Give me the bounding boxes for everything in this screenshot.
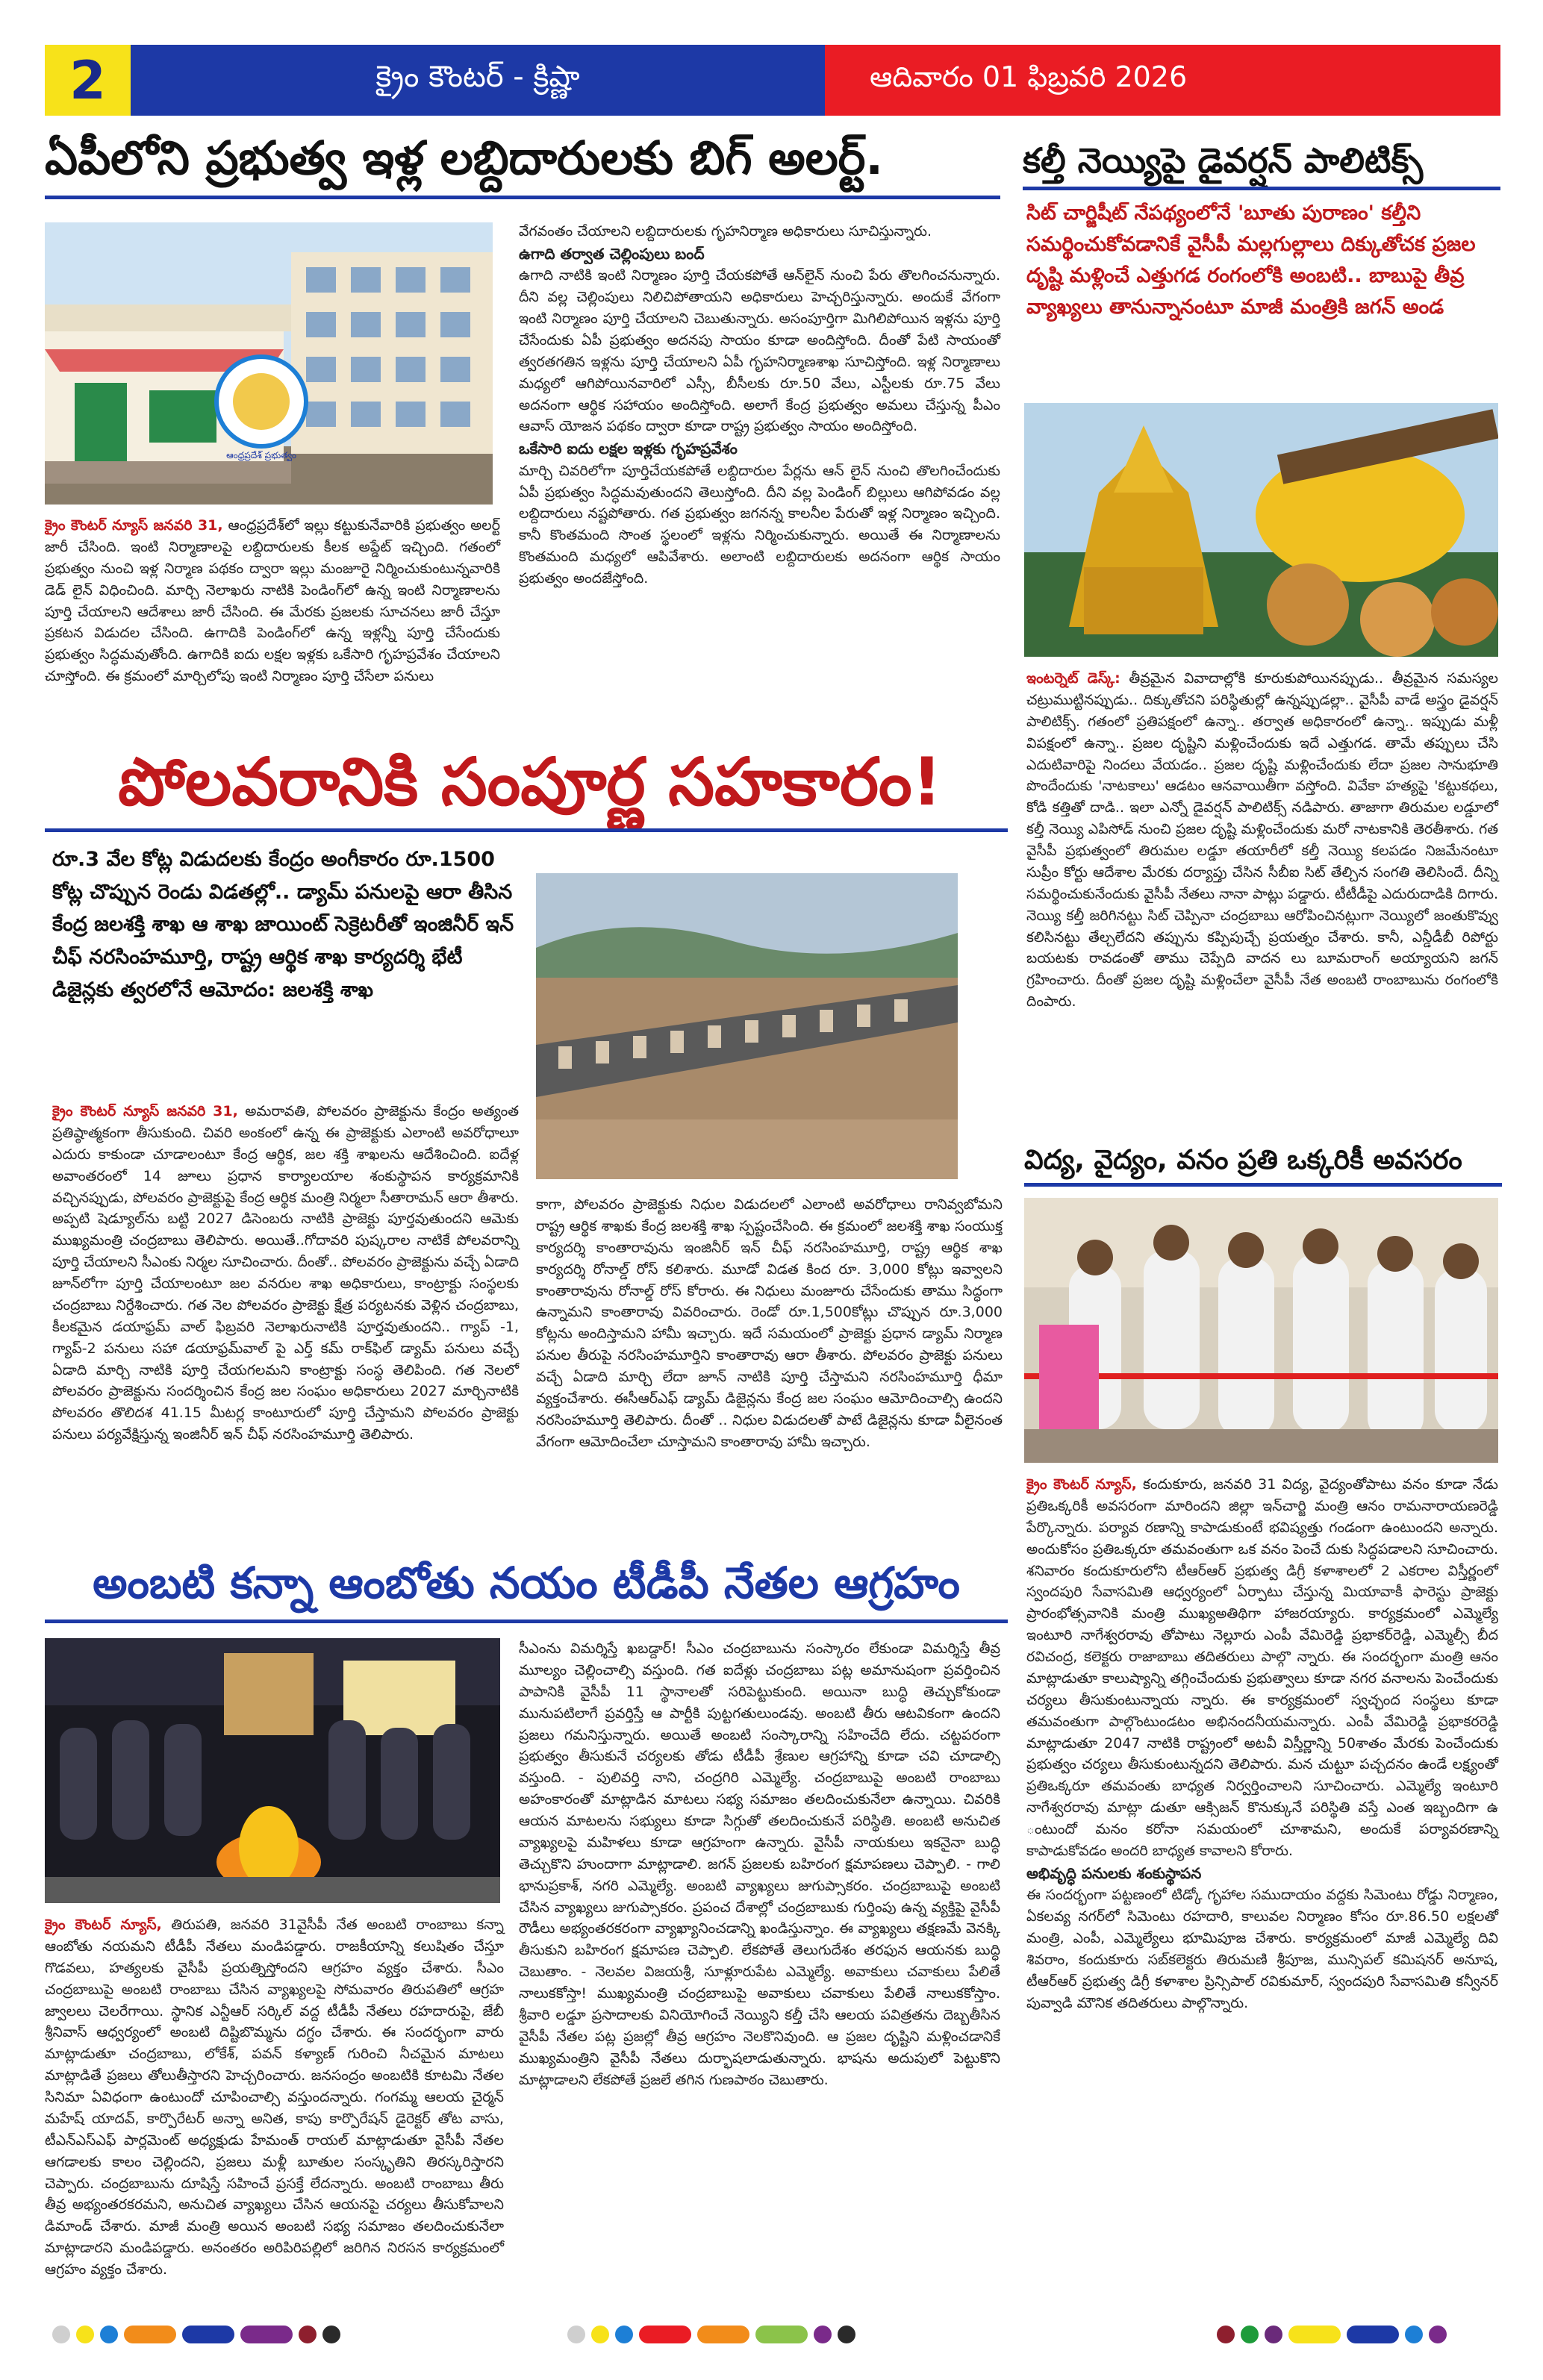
story5-col1-text: తిరుపతి, జనవరి 31వైసీపీ నేత అంబటి రాంబాబు కన్నా ఆంబోతు నయమని టీడీపీ నేతలు మండిపడ్డారు. రాజకీయాన్ని కలుషితం చేస్తూ గొడవలు, హత్యలకు వైసీపీ ప్రయత్నిస్తోందని ఆగ్రహం వ్యక్తం చేశారు. సీఎం చంద్రబాబుపై అంబటి రాంబాబు చేసిన వ్యాఖ్యలపై సోమవారం తిరుపతిలో ఆగ్రహ జ్వాలలు చెలరేగాయి. స్థానిక ఎన్టీఆర్ సర్కిల్ వద్ద టీడీపీ నేతలు రహదారుపై, జేబీ శ్రీనివాస్ ఆధ్వర్యంలో అంబటి దిష్టిబొమ్మను దగ్ధం చేశారు. ఈ సందర్భంగా వారు మాట్లాడుతూ చంద్రబాబు, లోకేశ్, పవన్ కళ్యాణ్ గురించి నీచమైన మాటలు మాట్లాడితే ప్రజలు తోలుతీస్తారని హెచ్చరించారు. జనసంద్రం అంబటికి కూటమి నేతల సినిమా ఏవిధంగా ఉంటుందో చూపించాల్సి వస్తుందన్నారు. గంగమ్మ ఆలయ చైర్మన్ మహేష్ యాదవ్, కార్పొరేటర్ అన్నా అనిత, కాపు కార్పొరేషన్ డైరెక్టర్ తోట వాసు, టీఎన్ఎస్‌ఎఫ్ పార్లమెంట్ అధ్యక్షుడు హేమంత్ రాయల్ మాట్లాడుతూ వైసీపీ నేతల ఆగడాలకు కాలం చెల్లిందని, ప్రజలు మళ్లీ బూతుల సంస్కృతిని తిరస్కరిస్తారని చెప్పారు. చంద్రబాబును దూషిస్తే సహించే ప్రసక్తే లేదన్నారు. అంబటి రాంబాబు తీరు తీవ్ర అభ్యంతరకరమని, అనుచిత వ్యాఖ్యలు చేసిన ఆయనపై చర్యలు తీసుకోవాలని డిమాండ్ చేశారు. మాజీ మంత్రి అయిన అంబటి సభ్య సమాజం తలదించుకునేలా మాట్లాడారని మండిపడ్డారు. అనంతరం అరిపిరిపల్లిలో జరిగిన నిరసన కార్యక్రమంలో ఆగ్రహం వ్యక్తం చేశారు.: [45, 1917, 504, 2278]
story5-headline: అంబటి కన్నా ఆంబోతు నయం టీడీపీ నేతల ఆగ్రహం: [93, 1558, 960, 1608]
story1-subhead-1: ఉగాది తర్వాత చెల్లింపులు బంద్: [519, 244, 705, 263]
laddu-temple-photo: [1024, 403, 1498, 657]
page-number: 2: [45, 45, 131, 116]
story2-lead: ఇంటర్నెట్ డెస్క్:: [1026, 670, 1120, 687]
story2-highlights: [1026, 198, 1504, 322]
story4-body2: ఈ సందర్భంగా పట్టణంలో టిడ్కో గృహాల సముదాయం వద్దకు సిమెంటు రోడ్డు నిర్మాణం, ఏకలవ్య నగర్‌లో సిమెంటు రహదారి, కాలువల నిర్మాణం కోసం రూ.86.50 లక్షలతో మంత్రి, ఎంపీ, ఎమ్మెల్యేలు భూమిపూజ చేశారు. కార్యక్రమంలో మాజీ ఎమ్మెల్యే దివి శివరాం, కందుకూరు సబ్‌కలెక్టరు తిరుమణి శ్రీపూజ, మున్సిపల్ కమిషనర్ అనూష, టీఆర్‌ఆర్ ప్రభుత్వ డిగ్రీ కళాశాల ప్రిన్సిపాల్ రవికుమార్, స్వందపురి సేవాసమితి కన్వీనర్ పువ్వాడి మౌనిక తదితరులు పాల్గొన్నారు.: [1026, 1887, 1498, 2011]
story4-lead: క్రైం కౌంటర్ న్యూస్,: [1026, 1476, 1137, 1493]
story3-col1-text: అమరావతి, పోలవరం ప్రాజెక్టును కేంద్రం అత్యంత ప్రతిష్ఠాత్మకంగా తీసుకుంది. చివరి అంకంలో ఉన్న ఈ ప్రాజెక్టుకు ఎలాంటి అవరోధాలూ ఎదురు కాకుండా చూడాలంటూ కేంద్ర ఆర్థిక, జల శక్తి శాఖలను ఆదేశించింది. ఐదేళ్ల అవాంతరంలో 14 జూలు ప్రధాన కార్యాలయాల శంకుస్థాపన కార్యక్రమానికి వచ్చినప్పుడు, పోలవరం ప్రాజెక్టుపై కేంద్ర ఆర్థిక మంత్రి నిర్మలా సీతారామన్ ఆరా తీశారు. అప్పటి షెడ్యూల్‌ను బట్టి 2027 డిసెంబరు నాటికి ప్రాజెక్టు పూర్తవుతుందని ఆమెకు ముఖ్యమంత్రి చంద్రబాబు తెలిపారు. అయితే..గోదావరి పుష్కరాల నాటికే పోలవరాన్ని పూర్తి చేయాలని సీఎంకు నిర్మల సూచించారు. దీంతో.. పోలవరం ప్రాజెక్టును వచ్చే ఏడాది జూన్‌లోగా పూర్తి చేయాలంటూ జల వనరుల శాఖ అధికారులు, కాంట్రాక్టు సంస్థలకు చంద్రబాబు నిర్దేశించారు. గత నెల పోలవరం ప్రాజెక్టు క్షేత్ర పర్యటనకు వెళ్లిన చంద్రబాబు, కీలకమైన డయాఫ్రమ్ వాల్ ఫిబ్రవరి నెలాఖరునాటికి పూర్తవుతుందని.. గ్యాప్ -1, గ్యాప్-2 పనులు సహా డయాఫ్రమ్‌వాల్ పై ఎర్త్ కమ్ రాక్‌ఫిల్ డ్యామ్ పనులు వచ్చే ఏడాది మార్చి నాటికి పూర్తి చేయగలమని కాంట్రాక్టు సంస్థ తెలిపింది. గత నెలలో పోలవరం ప్రాజెక్టును సందర్శించిన కేంద్ర జల సంఘం అధికారులు 2027 మార్చినాటికి పోలవరం తొలిదశ 41.15 మీటర్ల కాంటూరులో పూర్తి చేస్తామని పోలవరం ప్రాజెక్టు పనులు పర్యవేక్షిస్తున్న ఇంజినీర్ ఇన్ చీఫ్ నరసింహమూర్తి తెలిపారు.: [52, 1103, 519, 1443]
story1-col1: [45, 515, 500, 687]
story1-headline: ఏపీలోని ప్రభుత్వ ఇళ్ల లబ్దిదారులకు బిగ్ అలర్ట్.: [45, 131, 883, 185]
story4-rule: [1024, 1183, 1502, 1187]
issue-date: ఆదివారం 01 ఫిబ్రవరి 2026: [825, 45, 1500, 116]
story5-col2: [519, 1638, 1000, 2090]
story1-col2-p2: ఉగాది నాటికి ఇంటి నిర్మాణం పూర్తి చేయకపోతే ఆన్‌లైన్ నుంచి పేరు తొలగించనున్నారు. దీని వల్ల చెల్లింపులు నిలిచిపోతాయని అధికారులు హెచ్చరిస్తున్నారు. అందుకే వేగంగా ఇంటి నిర్మాణం పూర్తి చేయాలని చెబుతున్నారు. అసంపూర్తిగా మిగిలిపోయిన ఇళ్లను పూర్తి చేసేందుకు ఏపీ ప్రభుత్వం అదనపు సాయం కూడా అందిస్తోంది. దీంతో పేటి సాయంతో త్వరతగతిన ఇళ్లను పూర్తి చేయాలని ఏపీ గృహనిర్మాణశాఖ సూచిస్తోంది. ఇళ్ల నిర్మాణాలు మధ్యలో ఆగిపోయినవారిలో ఎస్సీ, బీసీలకు రూ.50 వేలు, ఎస్టీలకు రూ.75 వేలు అదనంగా ఆర్థిక సహాయం అందిస్తోంది. అలాగే కేంద్ర ప్రభుత్వం అమలు చేస్తున్న పీఎం ఆవాస్ యోజన పథకం ద్వారా కూడా రాష్ట్ర ప్రభుత్వం సాయం అందిస్తోంది.: [519, 267, 1000, 435]
house-photo: [45, 222, 493, 505]
ribbon-cutting-photo: [1024, 1198, 1498, 1463]
polavaram-dam-photo: [536, 873, 958, 1179]
footer-color-mark: [838, 2326, 855, 2343]
story4-headline: విద్య, వైద్యం, వనం ప్రతి ఒక్కరికీ అవసరం: [1024, 1145, 1462, 1175]
footer-color-mark: [100, 2326, 118, 2343]
footer-color-mark: [1265, 2326, 1282, 2343]
story3-headline: పోలవరానికి సంపూర్ణ సహకారం!: [118, 743, 942, 820]
footer-color-mark: [1288, 2326, 1341, 2343]
story1-col2-p1: వేగవంతం చేయాలని లబ్దిదారులకు గృహనిర్మాణ అధికారులు సూచిస్తున్నారు.: [519, 223, 932, 240]
footer-color-mark: [591, 2326, 609, 2343]
footer-color-mark: [1429, 2326, 1447, 2343]
footer-color-mark: [299, 2326, 317, 2343]
story1-rule: [45, 196, 1000, 199]
story4-body: [1026, 1474, 1498, 2014]
footer-color-strip-right: [1217, 2325, 1447, 2344]
footer-color-mark: [814, 2326, 832, 2343]
story3-col1: [52, 1101, 519, 1446]
footer-color-mark: [182, 2326, 234, 2343]
story1-lead: క్రైం కౌంటర్ న్యూస్ జనవరి 31,: [45, 517, 223, 534]
footer-color-mark: [639, 2326, 691, 2343]
footer-color-mark: [76, 2326, 94, 2343]
footer-color-mark: [322, 2326, 340, 2343]
story3-highlights-text: రూ.3 వేల కోట్ల విడుదలకు కేంద్రం అంగీకారం రూ.1500 కోట్ల చొప్పున రెండు విడతల్లో.. డ్యామ్ పనులపై ఆరా తీసిన కేంద్ర జలశక్తి శాఖ ఆ శాఖ జాయింట్ సెక్రెటరీతో ఇంజినీర్ ఇన్ చీఫ్ నరసింహమూర్తి, రాష్ట్ర ఆర్థిక శాఖ కార్యదర్శి భేటీ డిజైన్లకు త్వరలోనే ఆమోదం: జలశక్తి శాఖ: [52, 848, 514, 1002]
story2-body-text: తీవ్రమైన వివాదాల్లోకి కూరుకుపోయినప్పుడు.. తీవ్రమైన సమస్యల చట్రుముట్టినప్పుడు.. దిక్కుతోచని పరిస్థితుల్లో ఉన్నప్పుడల్లా.. వైసీపీ వాడే అస్త్రం డైవర్షన్ పాలిటిక్స్. గతంలో ప్రతిపక్షంలో ఉన్నా.. తర్వాత అధికారంలో ఉన్నా.. ఇప్పుడు మళ్లీ విపక్షంలో ఉన్నా.. ప్రజల దృష్టిని మళ్లించేందుకు ఇదే ఎత్తుగడ. తామే తప్పులు చేసి ఎదుటివారిపై నిందలు వేయడం.. ప్రజల దృష్టి మళ్లించేందుకు లేదా ప్రజల సానుభూతి పొందేందుకు 'నాటకాలు' ఆడటం ఆనవాయితీగా వస్తోంది. వివేకా హత్యపై 'కట్టుకథలు, కోడి కత్తితో దాడి.. ఇలా ఎన్నో డైవర్షన్ పాలిటిక్స్ నడిపారు. తాజాగా తిరుమల లడ్డూలో కల్తీ నెయ్యి ఎపిసోడ్ నుంచి ప్రజల దృష్టి మళ్లించేందుకు మరో నాటకానికి తెరతీశారు. గత వైసీపీ ప్రభుత్వంలో తిరుమల లడ్డూ తయారీలో కల్తీ నెయ్యి కలపడం నిజమేనంటూ సుప్రీం కోర్టు ఆదేశాల మేరకు దర్యాప్తు చేసిన సీబీఐ సిట్ తేల్చిన సంగతి తెలిసిందే. దీన్ని సమర్థించుకునేందుకు వైసీపీ నేతలు నానా పాట్లు పడ్డారు. టీటీడీపై ఎదురుదాడికి దిగారు. నెయ్యి కల్తీ జరిగినట్టు సిట్ చెప్పినా చంద్రబాబు ఆరోపించినట్లుగా నెయ్యిలో జంతుకొవ్వు కలిసినట్టు తేల్చలేదని తప్పును కప్పిపుచ్చే ప్రయత్నం చేశారు. కానీ, ఎన్డీడీబీ రిపోర్టు బయటకు రావడంతో తాము చెప్పేది వాదన లు బూమరాంగ్ అయ్యాయని జగన్ గ్రహించారు. దీంతో ప్రజల దృష్టి మళ్లించేలా వైసీపీ నేత అంబటి రాంబాబును రంగంలోకి దింపారు.: [1026, 670, 1498, 1011]
story1-col2-p3: మార్చి చివరిలోగా పూర్తిచేయకపోతే లబ్దిదారుల పేర్లను ఆన్ లైన్ నుంచి తొలగించేందుకు ఏపీ ప్రభుత్వం సిద్ధమవుతుందని తెలుస్తోంది. దీని వల్ల పెండింగ్ బిల్లులు ఆగిపోవడం వల్ల లబ్దిదారులు నష్టపోతారు. గత ప్రభుత్వం జగనన్న కాలనీల పేరుతో ఇళ్ల నిర్మాణం ఇచ్చింది. కానీ కొంతమంది సొంత స్థలంలో ఇళ్లను నిర్మించుకున్నారు. అయితే ఈ నిర్మాణాలను కొంతమంది మధ్యలో ఆపివేశారు. అలాంటి లబ్దిదారులకు అదనంగా ఆర్థిక సాయం ప్రభుత్వం అందజేస్తోంది.: [519, 462, 1000, 587]
footer-color-mark: [697, 2326, 749, 2343]
footer-color-strip-center: [567, 2325, 855, 2344]
paper-title: క్రైం కౌంటర్ - క్రిష్ణా: [131, 45, 825, 116]
story3-col2: [536, 1194, 1003, 1453]
story5-col1: [45, 1914, 504, 2281]
footer-color-mark: [1347, 2326, 1399, 2343]
story3-lead: క్రైం కౌంటర్ న్యూస్ జనవరి 31,: [52, 1103, 238, 1119]
footer-color-mark: [1241, 2326, 1259, 2343]
story2-highlights-text: సిట్ చార్జిషీట్ నేపథ్యంలోనే 'బూతు పురాణం' కల్తీని సమర్థించుకోవడానికే వైసీపీ మల్లగుల్లాలు దిక్కుతోచక ప్రజల దృష్టి మళ్లించే ఎత్తుగడ రంగంలోకి అంబటి.. బాబుపై తీవ్ర వ్యాఖ్యలు తానున్నానంటూ మాజీ మంత్రికి జగన్ అండ: [1026, 202, 1476, 319]
protest-photo: [45, 1638, 500, 1903]
footer-color-mark: [1405, 2326, 1423, 2343]
footer-color-strip-left: [52, 2325, 340, 2344]
story5-rule: [45, 1620, 1008, 1623]
story3-col2-text: కాగా, పోలవరం ప్రాజెక్టుకు నిధుల విడుదలలో ఎలాంటి అవరోధాలు రానివ్వబోమని రాష్ట్ర ఆర్థిక శాఖకు కేంద్ర జలశక్తి శాఖ స్పష్టంచేసింది. ఈ క్రమంలో జలశక్తి శాఖ సంయుక్త కార్యదర్శి కాంతారావును ఇంజినీర్ ఇన్ చీఫ్ నరసింహమూర్తి, రాష్ట్ర ఆర్థిక శాఖ కార్యదర్శి రోనాల్డ్ రోస్ కలిశారు. మూడో విడత కింద రూ. 3,000 కోట్లు ఇవ్వాలని కాంతారావును రోనాల్డ్ రోస్ కోరారు. ఈ నిధులు మంజూరు చేసేందుకు తాము సిద్ధంగా ఉన్నామని కాంతారావు వివరించారు. రెండో రూ.1,500కోట్లు చొప్పున రూ.3,000 కోట్లను అందిస్తామని హామీ ఇచ్చారు. ఇదే సమయంలో ప్రాజెక్టు ప్రధాన డ్యామ్ నిర్మాణ పనుల తీరుపై నరసింహమూర్తిని కాంతారావు ఆరా తీశారు. పోలవరం ప్రాజెక్టు పనులు వచ్చే ఏడాది మార్చి లేదా జూన్ నాటికి పూర్తి చేస్తామని నరసింహమూర్తి ధీమా వ్యక్తంచేశారు. ఈసీఆర్‌ఎఫ్ డ్యామ్ డిజైన్లను కేంద్ర జల సంఘం ఆమోదించాల్సి ఉందని నరసింహమూర్తి తెలిపారు. దీంతో .. నిధుల విడుదలతో పాటే డిజైన్లను కూడా వీలైనంత వేగంగా ఆమోదించేలా చూస్తామని కాంతారావు హామీ ఇచ్చారు.: [536, 1196, 1003, 1450]
story1-subhead-2: ఒకేసారి ఐదు లక్షల ఇళ్లకు గృహప్రవేశం: [519, 440, 738, 458]
footer-color-mark: [1217, 2326, 1235, 2343]
footer-color-mark: [124, 2326, 176, 2343]
story1-col1-text: ఆంధ్రప్రదేశ్‌లో ఇల్లు కట్టుకునేవారికి ప్రభుత్వం అలర్ట్ జారీ చేసింది. ఇంటి నిర్మాణాలపై లబ్దిదారులకు కీలక అప్డేట్ ఇచ్చింది. గతంలో ప్రభుత్వం నుంచి ఇళ్ల నిర్మాణ పథకం ద్వారా ఇల్లు మంజూరై నిర్మించుకుంటున్నవారికి డెడ్ లైన్ విధించింది. మార్చి నెలాఖరు నాటికి పెండింగ్‌లో ఉన్న ఇంటి నిర్మాణాలను పూర్తి చేయాలని ఆదేశాలు జారీ చేసింది. ఈ మేరకు ప్రజలకు సూచనలు జారీ చేస్తూ ప్రకటన విడుదల చేసింది. ఉగాదికి పెండింగ్‌లో ఉన్న ఇళ్లన్నీ పూర్తి చేసేందుకు ప్రభుత్వం సిద్ధమవుతోంది. ఉగాదికి ఐదు లక్షల ఇళ్లకు ఒకేసారి గృహప్రవేశం చేయాలని చూస్తోంది. ఈ క్రమంలో మార్చిలోపు ఇంటి నిర్మాణం పూర్తి చేసేలా పనులు: [45, 517, 501, 685]
story3-rule: [45, 828, 1008, 832]
footer-color-mark: [567, 2326, 585, 2343]
story5-col2-text: సీఎంను విమర్శిస్తే ఖబడ్దార్! సీఎం చంద్రబాబును సంస్కారం లేకుండా విమర్శిస్తే తీవ్ర మూల్యం చెల్లించాల్సి వస్తుంది. గత ఐదేళ్లు చంద్రబాబు పట్ల అమానుషంగా ప్రవర్తించిన పాపానికి వైసీపీ 11 స్థానాలతో సరిపెట్టుకుంది. అయినా బుద్ధి తెచ్చుకోకుండా మునుపటిలాగే ప్రవర్తిస్తే ఆ పార్టీకి పుట్టగతులుండవు. అంబటి తీరు ఆటవికంగా ఉందని ప్రజలు గమనిస్తున్నారు. అయితే అంబటి సంస్కారాన్ని సహించేది లేదు. చట్టపరంగా ప్రభుత్వం తీసుకునే చర్యలకు తోడు టీడీపీ శ్రేణుల ఆగ్రహాన్ని కూడా చవి చూడాల్సి వస్తుంది. - పులివర్తి నాని, చంద్రగిరి ఎమ్మెల్యే. చంద్రబాబుపై అంబటి రాంబాబు అహంకారంతో మాట్లాడిన మాటలు సభ్య సమాజం తలదించుకునేలా ఉన్నాయి. చివరికి ఆయన మాటలను సభ్యులు కూడా సిగ్గుతో తలదించుకునే పరిస్థితి. అంబటి అనుచిత వ్యాఖ్యలపై మహిళలు కూడా ఆగ్రహంగా ఉన్నారు. వైసీపీ నాయకులు ఇకనైనా బుద్ధి తెచ్చుకొని హుందాగా మాట్లాడాలి. జగన్ ప్రజలకు బహిరంగ క్షమాపణలు చెప్పాలి. - గాలి భానుప్రకాశ్, నగరి ఎమ్మెల్యే. అంబటి వ్యాఖ్యలు జుగుప్సాకరం. చంద్రబాబుపై అంబటి చేసిన వ్యాఖ్యలు జుగుప్సాకరం. ప్రపంచ దేశాల్లో చంద్రబాబుకు గుర్తింపు ఉన్న వ్యక్తిపై వైసీపీ రౌడీలు అభ్యంతరకరంగా వ్యాఖ్యానించడాన్ని ఖండిస్తున్నాం. ఈ వ్యాఖ్యలు తక్షణమే వెనక్కి తీసుకుని బహిరంగ క్షమాపణ చెప్పాలి. లేకపోతే తెలుగుదేశం తరఫున ఆయనకు బుద్ధి చెబుతాం. - నెలవల విజయశ్రీ, సూళ్లూరుపేట ఎమ్మెల్యే. అవాకులు చవాకులు పేలితే నాలుకకోస్తా! ముఖ్యమంత్రి చంద్రబాబుపై అవాకులు చవాకులు పేలితే నాలుకకోస్తాం. శ్రీవారి లడ్డూ ప్రసాదాలకు వినియోగించే నెయ్యిని కల్తీ చేసి ఆలయ పవిత్రతను దెబ్బతీసిన వైసీపీ నేతల పట్ల ప్రజల్లో తీవ్ర ఆగ్రహం నెలకొనివుంది. ఆ ప్రజల దృష్టిని మళ్లించడానికే ముఖ్యమంత్రిని వైసీపీ నేతలు దుర్భాషలాడుతున్నారు. భాషను అదుపులో పెట్టుకొని మాట్లాడాలని లేకపోతే ప్రజలే తగిన గుణపాఠం చెబుతారు.: [519, 1640, 1000, 2088]
footer-color-mark: [755, 2326, 808, 2343]
ap-govt-logo-text: ఆంధ్రప్రదేశ్ ప్రభుత్వం: [226, 450, 296, 460]
footer-color-mark: [240, 2326, 293, 2343]
story2-headline: కల్తీ నెయ్యిపై డైవర్షన్ పాలిటిక్స్: [1023, 140, 1424, 181]
story2-body: [1026, 668, 1498, 1013]
story4-subhead: అభివృద్ధి పనులకు శంకుస్థాపన: [1026, 1864, 1202, 1882]
footer-color-mark: [52, 2326, 70, 2343]
story3-highlights: [52, 843, 530, 1007]
story4-body-text: కందుకూరు, జనవరి 31 విద్య, వైద్యంతోపాటు వనం కూడా నేడు ప్రతిఒక్కరికీ అవసరంగా మారిందని జిల్లా ఇన్‌చార్జి మంత్రి ఆనం రామనారాయణరెడ్డి పేర్కొన్నారు. పర్యావ రణాన్ని కాపాడుకుంటే భవిష్యత్తు గండంగా ఉంటుందని అన్నారు. అందుకోసం ప్రతిఒక్కరూ తమవంతుగా ఒక వనం పెంచే దుకు సిద్ధపడాలని సూచించారు. శనివారం కందుకూరులోని టీఆర్‌ఆర్ ప్రభుత్వ డిగ్రీ కళాశాలలో 2 ఎకరాల విస్తీర్ణంలో స్వందపురి సేవాసమితి ఆధ్వర్యంలో ఏర్పాటు చేస్తున్న మియావాకీ ఫారెస్టు ప్రాజెక్టు ప్రారంభోత్సవానికి మంత్రి ముఖ్యఅతిథిగా హాజరయ్యారు. కార్యక్రమంలో ఎమ్మెల్యే ఇంటూరి నాగేశ్వరరావు తోపాటు నెల్లూరు ఎంపీ వేమిరెడ్డి ప్రభాకర్‌రెడ్డి, ఎమ్మెల్సీ బీద రవిచంద్ర, కలెక్టరు రాజాబాబు తదితరులు పాల్గొ న్నారు. ఈ సందర్భంగా మంత్రి ఆనం మాట్లాడుతూ కాలుష్యాన్ని తగ్గించేందుకు ప్రభుత్వాలు కూడా నగర వనాలను పెంచేందుకు చర్యలు తీసుకుంటున్నాయ న్నారు. ఈ కార్యక్రమంలో స్వచ్ఛంద సంస్థలు కూడా తమవంతుగా పాల్గొంటుండటం అభినందనీయమన్నారు. ఎంపీ వేమిరెడ్డి ప్రభాకరరెడ్డి మాట్లాడుతూ 2047 నాటికి రాష్ట్రంలో అటవీ విస్తీర్ణాన్ని 50శాతం మేరకు పెంచేందుకు ప్రభుత్వం చర్యలు తీసుకుంటున్నదని తెలిపారు. మన చుట్టూ పచ్చదనం ఉండే లక్ష్యంతో ప్రతిఒక్కరూ తమవంతు బాధ్యత నిర్వర్తించాలని సూచించారు. ఎమ్మెల్యే ఇంటూరి నాగేశ్వరరావు మాట్లా డుతూ ఆక్సిజన్ కొనుక్కునే పరిస్థితి వస్తే ఎంత ఇబ్బందిగా ఉ ంటుందో మనం కరోనా సమయంలో చూశామని, అందుకే పర్యావరణాన్ని కాపాడుకోవడం అందరి బాధ్యత కావాలని కోరారు.: [1026, 1476, 1498, 1859]
story2-rule: [1023, 187, 1500, 190]
masthead: [45, 45, 1500, 116]
story5-lead: క్రైం కౌంటర్ న్యూస్,: [45, 1917, 162, 1933]
footer-color-mark: [615, 2326, 633, 2343]
story1-col2: [519, 221, 1000, 590]
